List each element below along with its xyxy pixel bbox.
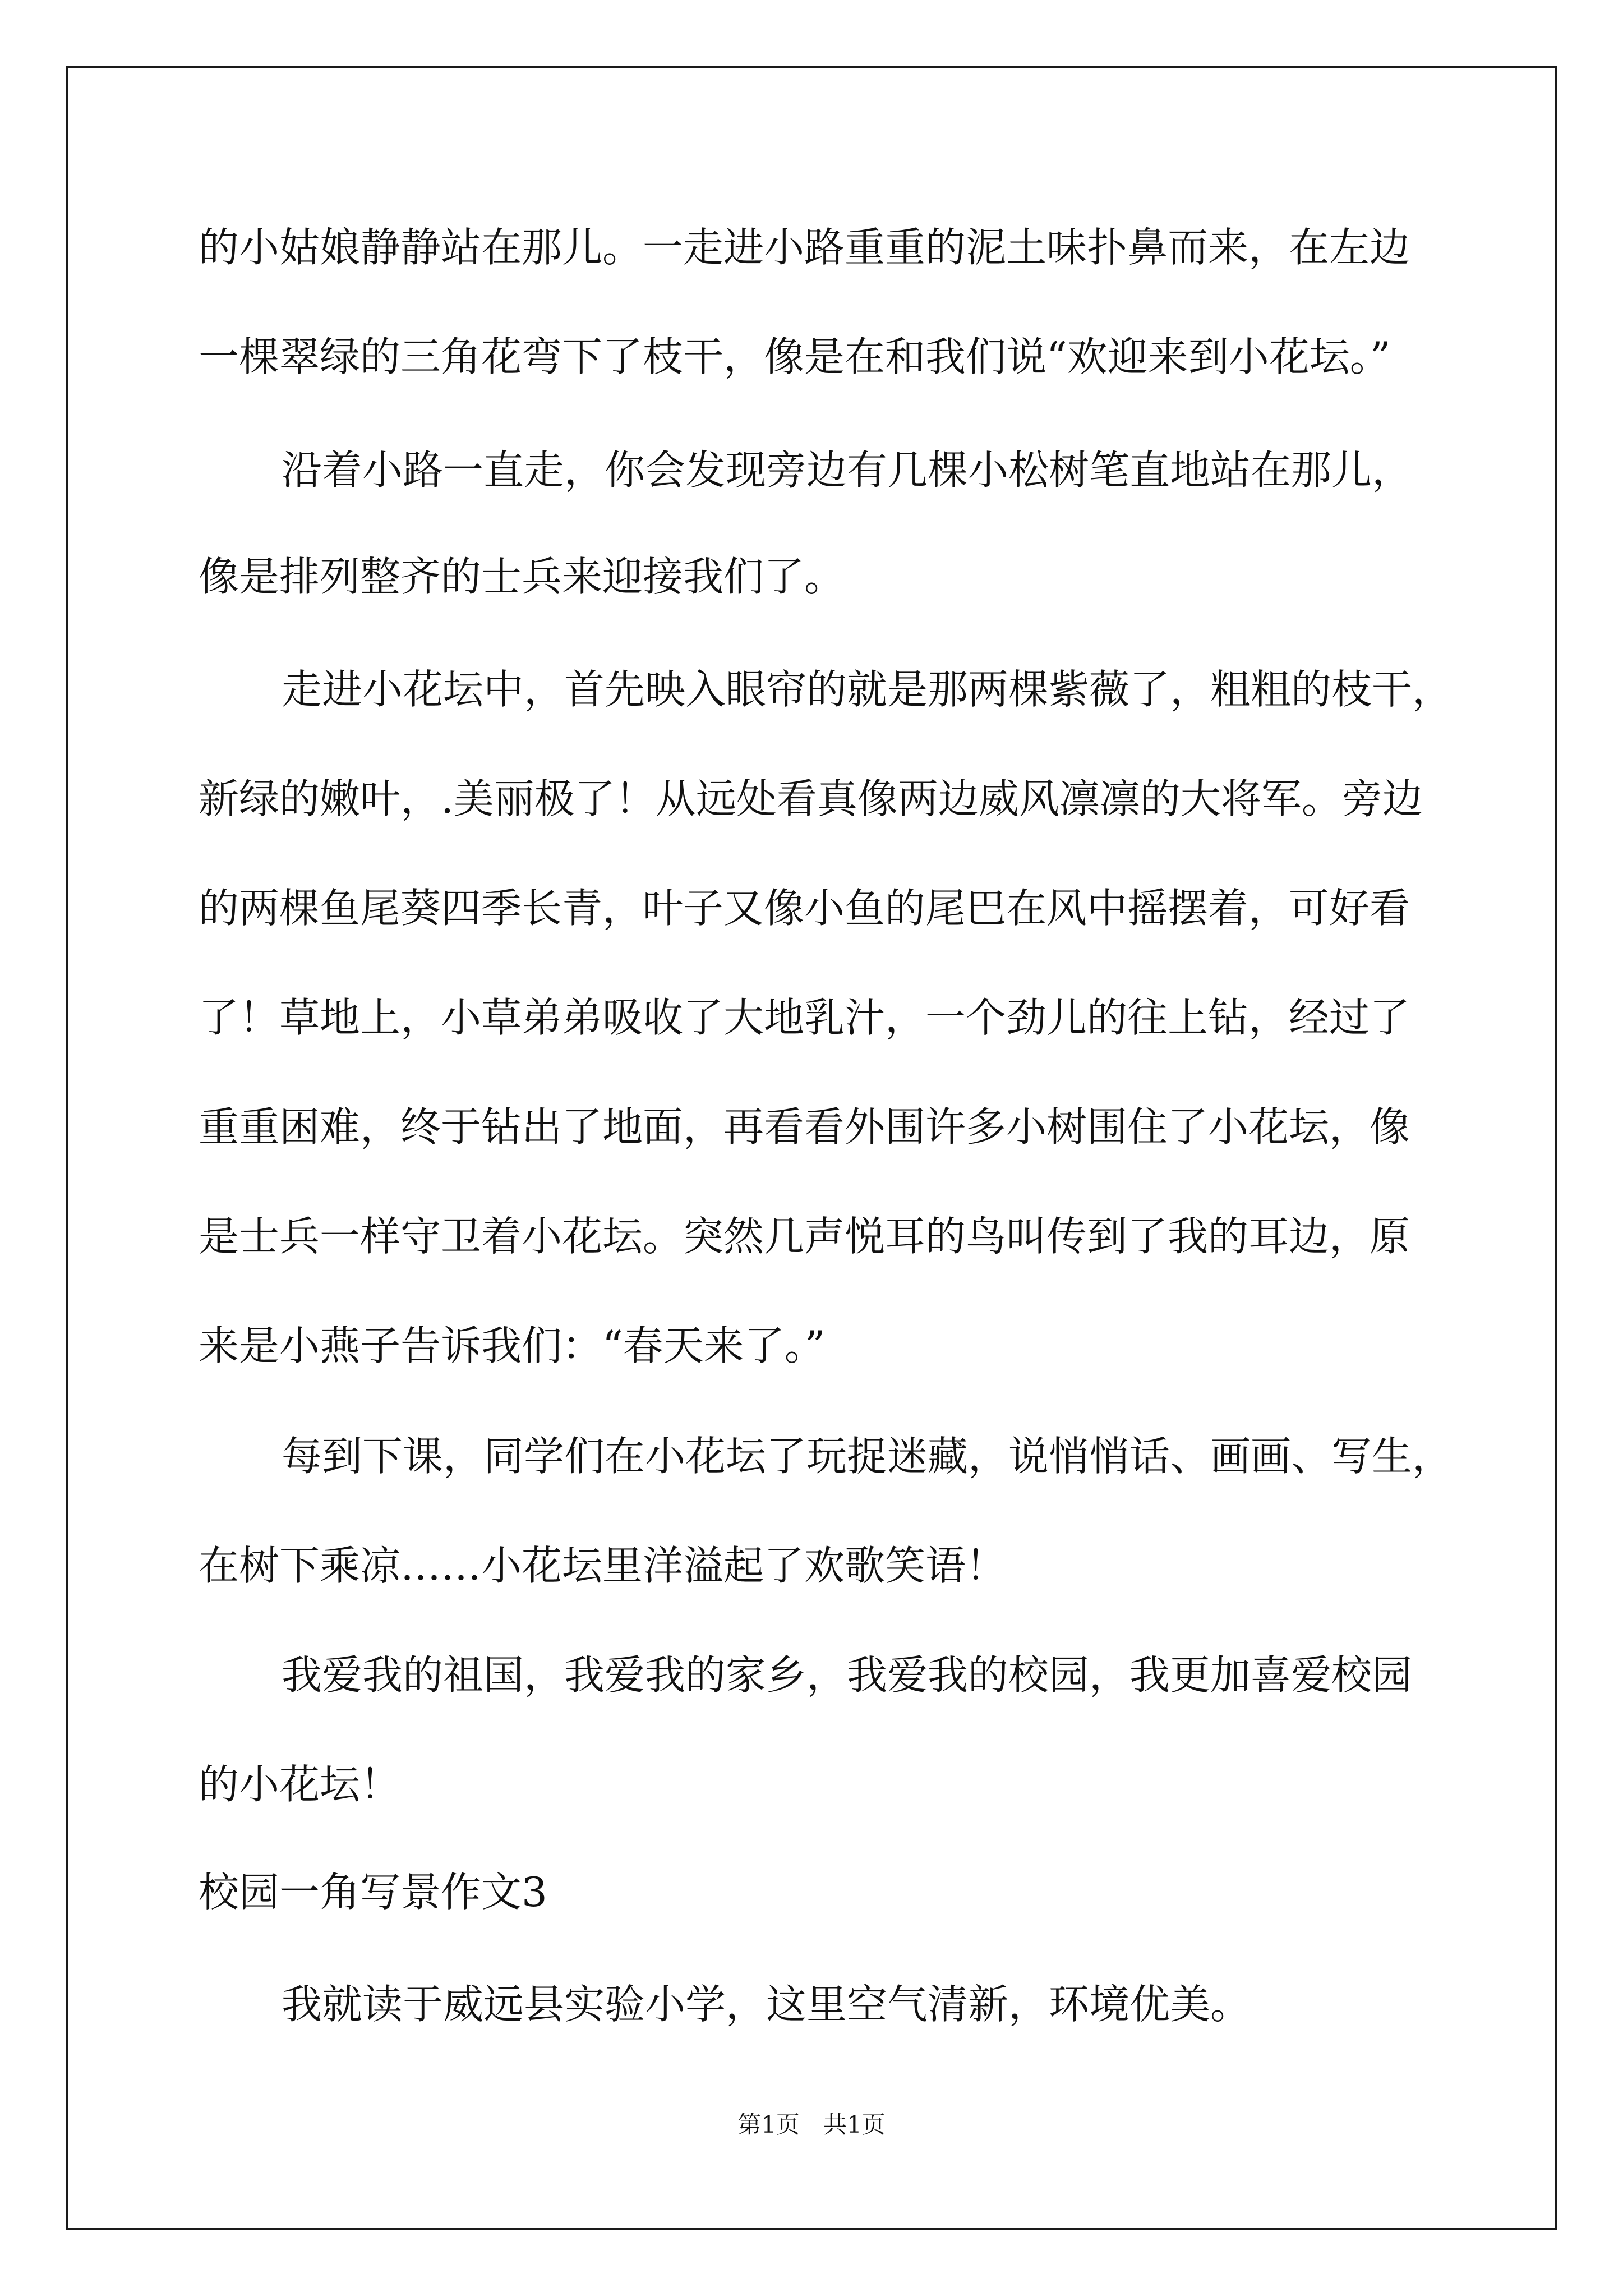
paragraph-line: 的两棵鱼尾葵四季长青，叶子又像小鱼的尾巴在风中摇摆着，可好看 — [199, 885, 1410, 932]
paragraph-line: 每到下课，同学们在小花坛了玩捉迷藏，说悄悄话、画画、写生， — [282, 1433, 1453, 1480]
paragraph-line: 来是小燕子告诉我们：“春天来了。” — [199, 1322, 826, 1369]
paragraph-line: 的小姑娘静静站在那儿。一走进小路重重的泥土味扑鼻而来，在左边 — [199, 224, 1410, 271]
section-heading: 校园一角写景作文3 — [199, 1869, 547, 1916]
paragraph-line: 像是排列整齐的士兵来迎接我们了。 — [199, 553, 845, 600]
paragraph-line: 在树下乘凉……小花坛里洋溢起了欢歌笑语！ — [199, 1542, 1007, 1589]
paragraph-line: 重重困难，终于钻出了地面，再看看外围许多小树围住了小花坛，像 — [199, 1103, 1410, 1151]
paragraph-line: 我就读于威远县实验小学，这里空气清新，环境优美。 — [282, 1981, 1251, 2028]
page-number-footer: 第1页 共1页 — [737, 2111, 886, 2138]
paragraph-line: 了！草地上，小草弟弟吸收了大地乳汁，一个劲儿的往上钻，经过了 — [199, 994, 1410, 1041]
paragraph-line: 新绿的嫩叶，.美丽极了！从远处看真像两边威风凛凛的大将军。旁边 — [199, 775, 1423, 822]
paragraph-line: 走进小花坛中，首先映入眼帘的就是那两棵紫薇了，粗粗的枝干， — [282, 666, 1453, 713]
paragraph-line: 的小花坛！ — [199, 1761, 401, 1808]
paragraph-line: 沿着小路一直走，你会发现旁边有几棵小松树笔直地站在那儿， — [282, 447, 1413, 494]
paragraph-line: 一棵翠绿的三角花弯下了枝干，像是在和我们说“欢迎来到小花坛。” — [199, 333, 1391, 380]
paragraph-line: 我爱我的祖国，我爱我的家乡，我爱我的校园，我更加喜爱校园 — [282, 1651, 1413, 1699]
paragraph-line: 是士兵一样守卫着小花坛。突然几声悦耳的鸟叫传到了我的耳边，原 — [199, 1213, 1410, 1260]
